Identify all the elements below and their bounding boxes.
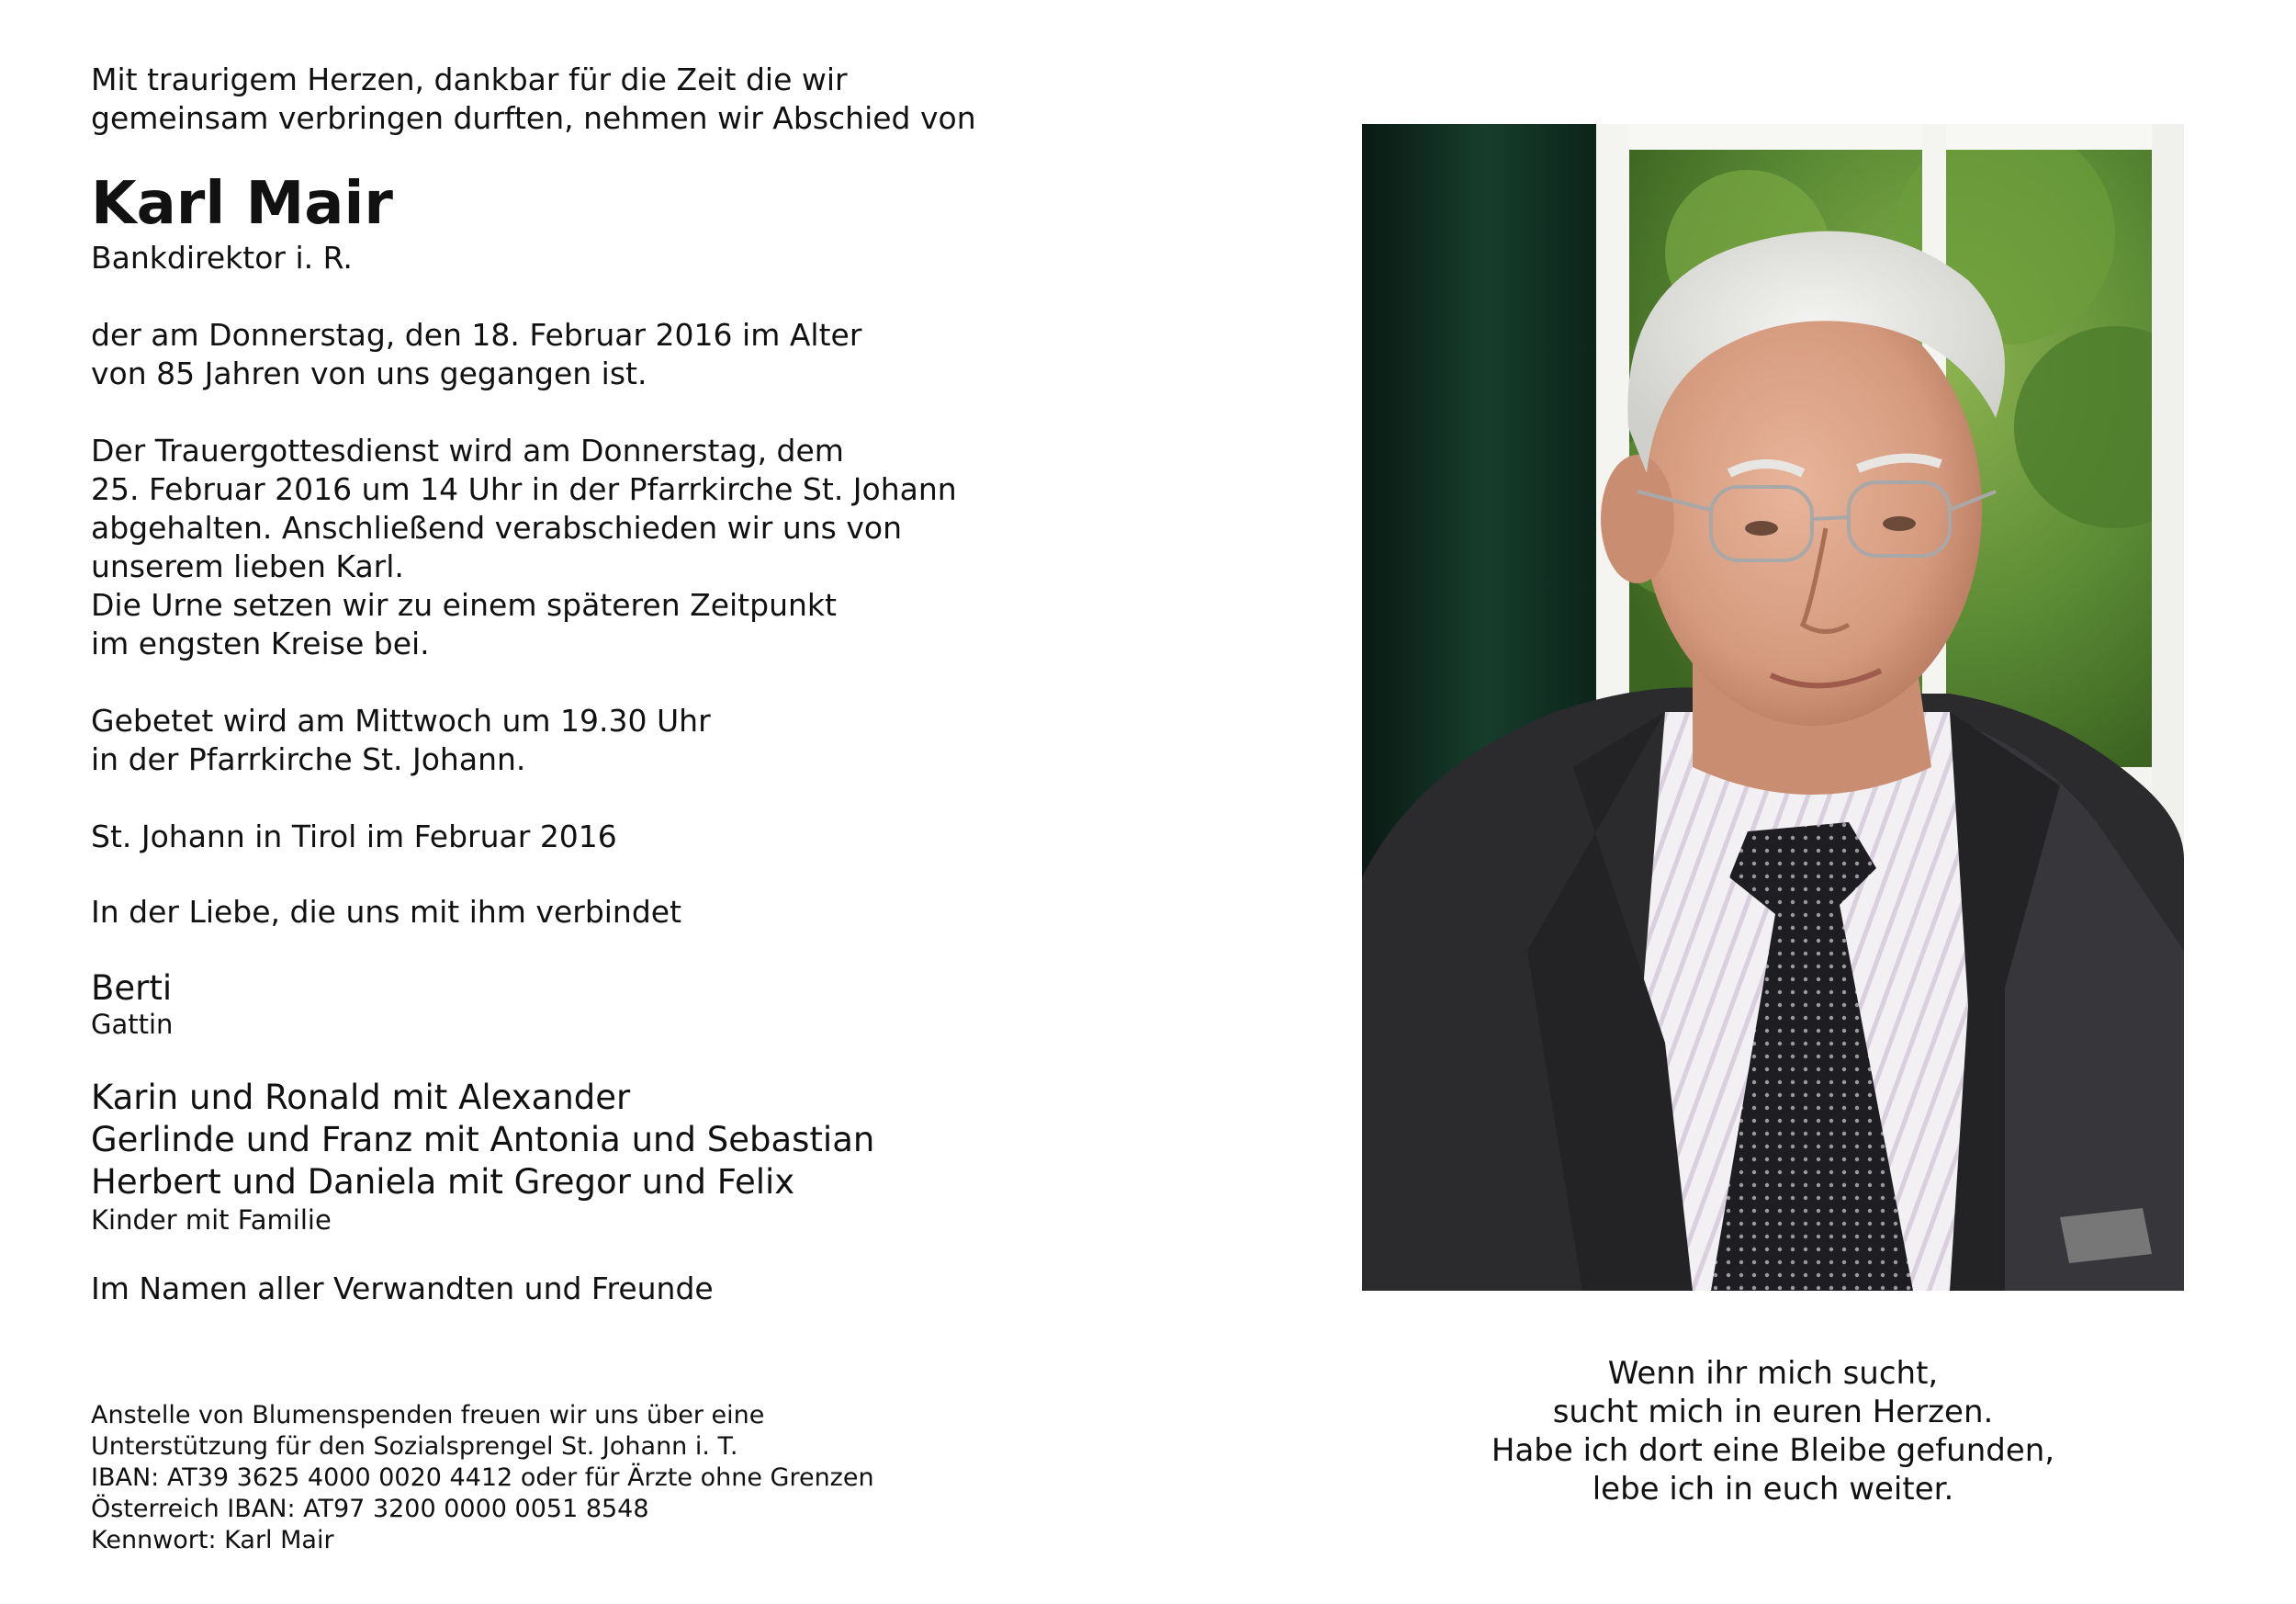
intro-line: Mit traurigem Herzen, dankbar für die Zeit die wir: [91, 62, 848, 97]
service-line: unserem lieben Karl.: [91, 548, 404, 584]
child-family: Herbert und Daniela mit Gregor und Felix: [91, 1162, 795, 1202]
service-line: abgehalten. Anschließend verabschieden wir uns von: [91, 510, 902, 546]
prayer-line: Gebetet wird am Mittwoch um 19.30 Uhr: [91, 703, 711, 739]
donation-line: Anstelle von Blumenspenden freuen wir uns über eine: [91, 1401, 765, 1429]
child-family: Karin und Ronald mit Alexander: [91, 1078, 631, 1117]
deceased-name: Karl Mair: [91, 170, 393, 238]
service-line: 25. Februar 2016 um 14 Uhr in der Pfarrkirche St. Johann: [91, 471, 957, 507]
place-date: St. Johann in Tirol im Februar 2016: [91, 819, 617, 854]
poem-line: lebe ich in euch weiter.: [1592, 1471, 1954, 1508]
children-list: [91, 1077, 1285, 1203]
death-notice-line: der am Donnerstag, den 18. Februar 2016 im Alter: [91, 317, 862, 353]
donation-line: Unterstützung für den Sozialsprengel St. Johann i. T.: [91, 1432, 738, 1461]
relatives-text: Im Namen aller Verwandten und Freunde: [91, 1271, 714, 1306]
poem: [1362, 1354, 2184, 1508]
poem-line: sucht mich in euren Herzen.: [1552, 1394, 1994, 1430]
prayer-notice: [91, 702, 1285, 779]
death-notice-line: von 85 Jahren von uns gegangen ist.: [91, 356, 647, 391]
poem-line: Habe ich dort eine Bleibe gefunden,: [1491, 1432, 2055, 1469]
portrait-illustration: [1362, 124, 2184, 1291]
child-family: Gerlinde und Franz mit Antonia und Sebastian: [91, 1120, 875, 1159]
service-line: Die Urne setzen wir zu einem späteren Zeitpunkt: [91, 587, 837, 623]
service-line: im engsten Kreise bei.: [91, 626, 430, 661]
spouse-name: Berti: [91, 968, 173, 1008]
deceased-title: Bankdirektor i. R.: [91, 240, 353, 276]
obituary-text: [91, 61, 1285, 1308]
spouse-role: Gattin: [91, 1009, 174, 1040]
prayer-line: in der Pfarrkirche St. Johann.: [91, 741, 526, 777]
intro-line: gemeinsam verbringen durften, nehmen wir Abschied von: [91, 100, 976, 136]
service-line: Der Trauergottesdienst wird am Donnerstag, dem: [91, 433, 844, 469]
service-notice: [91, 432, 1285, 663]
poem-line: Wenn ihr mich sucht,: [1607, 1355, 1939, 1392]
donation-line: Österreich IBAN: AT97 3200 0000 0051 8548: [91, 1495, 649, 1523]
portrait-photo: [1362, 124, 2184, 1291]
children-role: Kinder mit Familie: [91, 1204, 332, 1236]
donation-line: Kennwort: Karl Mair: [91, 1526, 334, 1554]
donation-notice: [91, 1400, 874, 1556]
death-notice: [91, 316, 1285, 393]
intro-text: [91, 61, 1285, 138]
donation-line: IBAN: AT39 3625 4000 0020 4412 oder für Ärzte ohne Grenzen: [91, 1463, 874, 1492]
closing-text: In der Liebe, die uns mit ihm verbindet: [91, 894, 682, 930]
